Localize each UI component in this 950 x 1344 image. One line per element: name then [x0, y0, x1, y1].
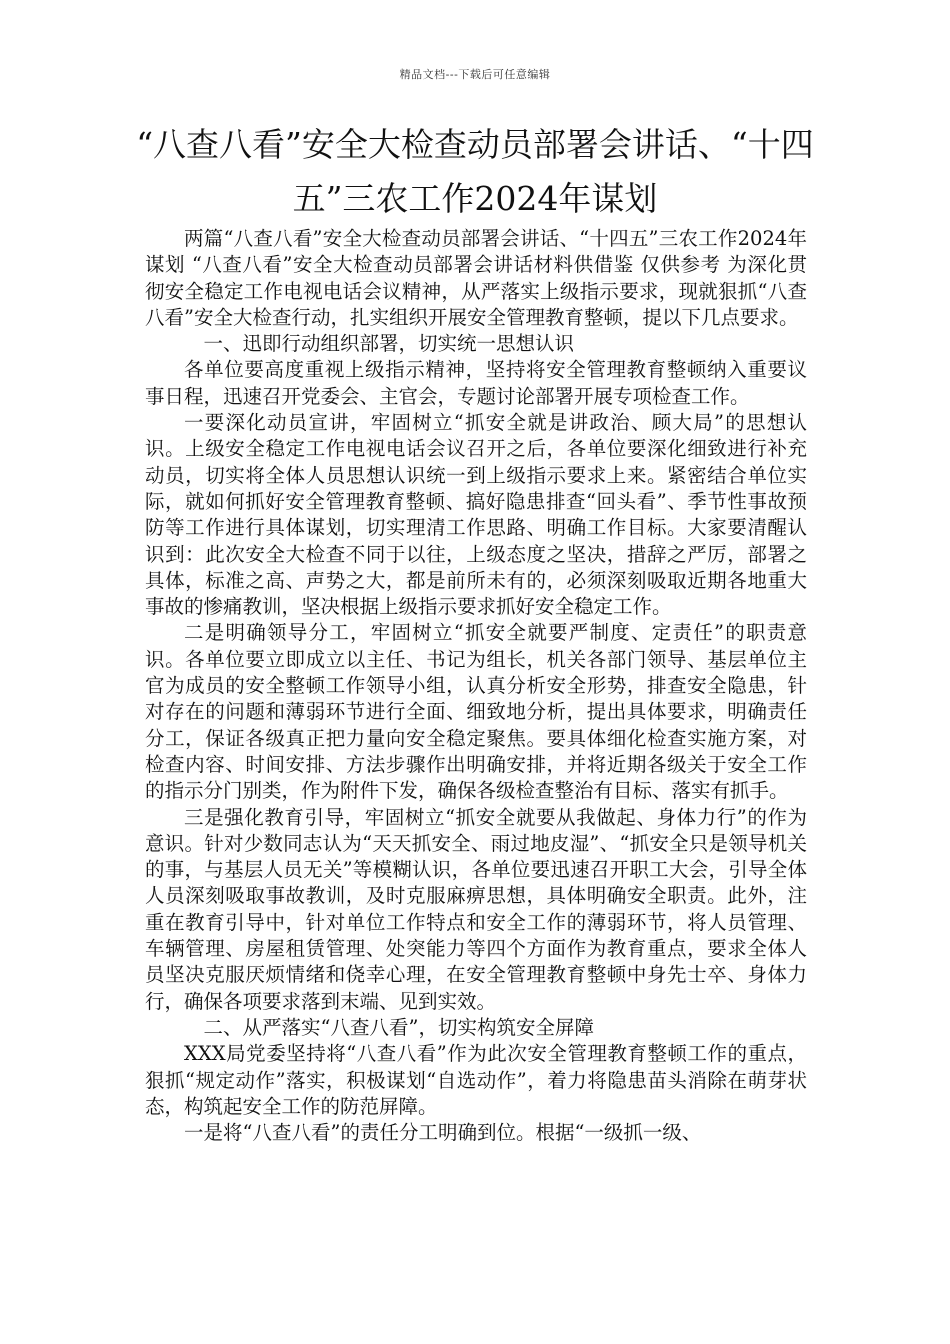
body-paragraph: 二是明确领导分工，牢固树立“抓安全就要严制度、定责任”的职责意识。各单位要立即成立以主任、书记为组长，机关各部门领导、基层单位主官为成员的安全整顿工作领导小组，认真分析安全形势，排查安全隐患，针对存在的问题和薄弱环节进行全面、细致地分析，提出具体要求，明确责任分工，保证各级真正把力量向安全稳定聚焦。要具体细化检查实施方案，对检查内容、时间安排、方法步骤作出明确安排，并将近期各级关于安全工作的指示分门别类，作为附件下发，确保各级检查整治有目标、落实有抓手。: [145, 621, 807, 803]
body-paragraph: 三是强化教育引导，牢固树立“抓安全就要从我做起、身体力行”的作为意识。针对少数同志认为“天天抓安全、雨过地皮湿”、“抓安全只是领导机关的事，与基层人员无关”等模糊认识，各单位要迅速召开职工大会，引导全体人员深刻吸取事故教训，及时克服麻痹思想，具体明确安全职责。此外，注重在教育引导中，针对单位工作特点和安全工作的薄弱环节，将人员管理、车辆管理、房屋租赁管理、处突能力等四个方面作为教育重点，要求全体人员坚决克服厌烦情绪和侥幸心理，在安全管理教育整顿中身先士卒、身体力行，确保各项要求落到末端、见到实效。: [145, 805, 807, 1013]
intro-paragraph: 两篇“八查八看”安全大检查动员部署会讲话、“十四五”三农工作2024年谋划 “八查八看”安全大检查动员部署会讲话材料供借鉴 仅供参考 为深化贯彻安全稳定工作电视电话会议精神，从严落实上级指示要求，现就狠抓“八查八看”安全大检查行动，扎实组织开展安全管理教育整顿，提以下几点要求。: [145, 227, 807, 329]
body-paragraph: 一要深化动员宣讲，牢固树立“抓安全就是讲政治、顾大局”的思想认识。上级安全稳定工作电视电话会议召开之后，各单位要深化细致进行补充动员，切实将全体人员思想认识统一到上级指示要求上来。紧密结合单位实际，就如何抓好安全管理教育整顿、搞好隐患排查“回头看”、季节性事故预防等工作进行具体谋划，切实理清工作思路、明确工作目标。大家要清醒认识到：此次安全大检查不同于以往，上级态度之坚决，措辞之严厉，部署之具体，标准之高、声势之大，都是前所未有的，必须深刻吸取近期各地重大事故的惨痛教训，坚决根据上级指示要求抓好安全稳定工作。: [145, 411, 807, 619]
document-body: [145, 226, 807, 1146]
body-paragraph: XXX局党委坚持将“八查八看”作为此次安全管理教育整顿工作的重点，狠抓“规定动作”落实，积极谋划“自选动作”，着力将隐患苗头消除在萌芽状态，构筑起安全工作的防范屏障。: [145, 1042, 807, 1118]
section-heading-1: 一、迅即行动组织部署，切实统一思想认识: [203, 332, 575, 356]
section-heading-2: 二、从严落实“八查八看”，切实构筑安全屏障: [203, 1015, 594, 1039]
document-title: “八查八看”安全大检查动员部署会讲话、“十四五”三农工作2024年谋划: [136, 125, 814, 218]
body-paragraph: 各单位要高度重视上级指示精神，坚持将安全管理教育整顿纳入重要议事日程，迅速召开党委会、主官会，专题讨论部署开展专项检查工作。: [145, 358, 807, 408]
header-note: 精品文档---下载后可任意编辑: [399, 68, 551, 81]
body-paragraph: 一是将“八查八看”的责任分工明确到位。根据“一级抓一级、: [184, 1121, 702, 1145]
